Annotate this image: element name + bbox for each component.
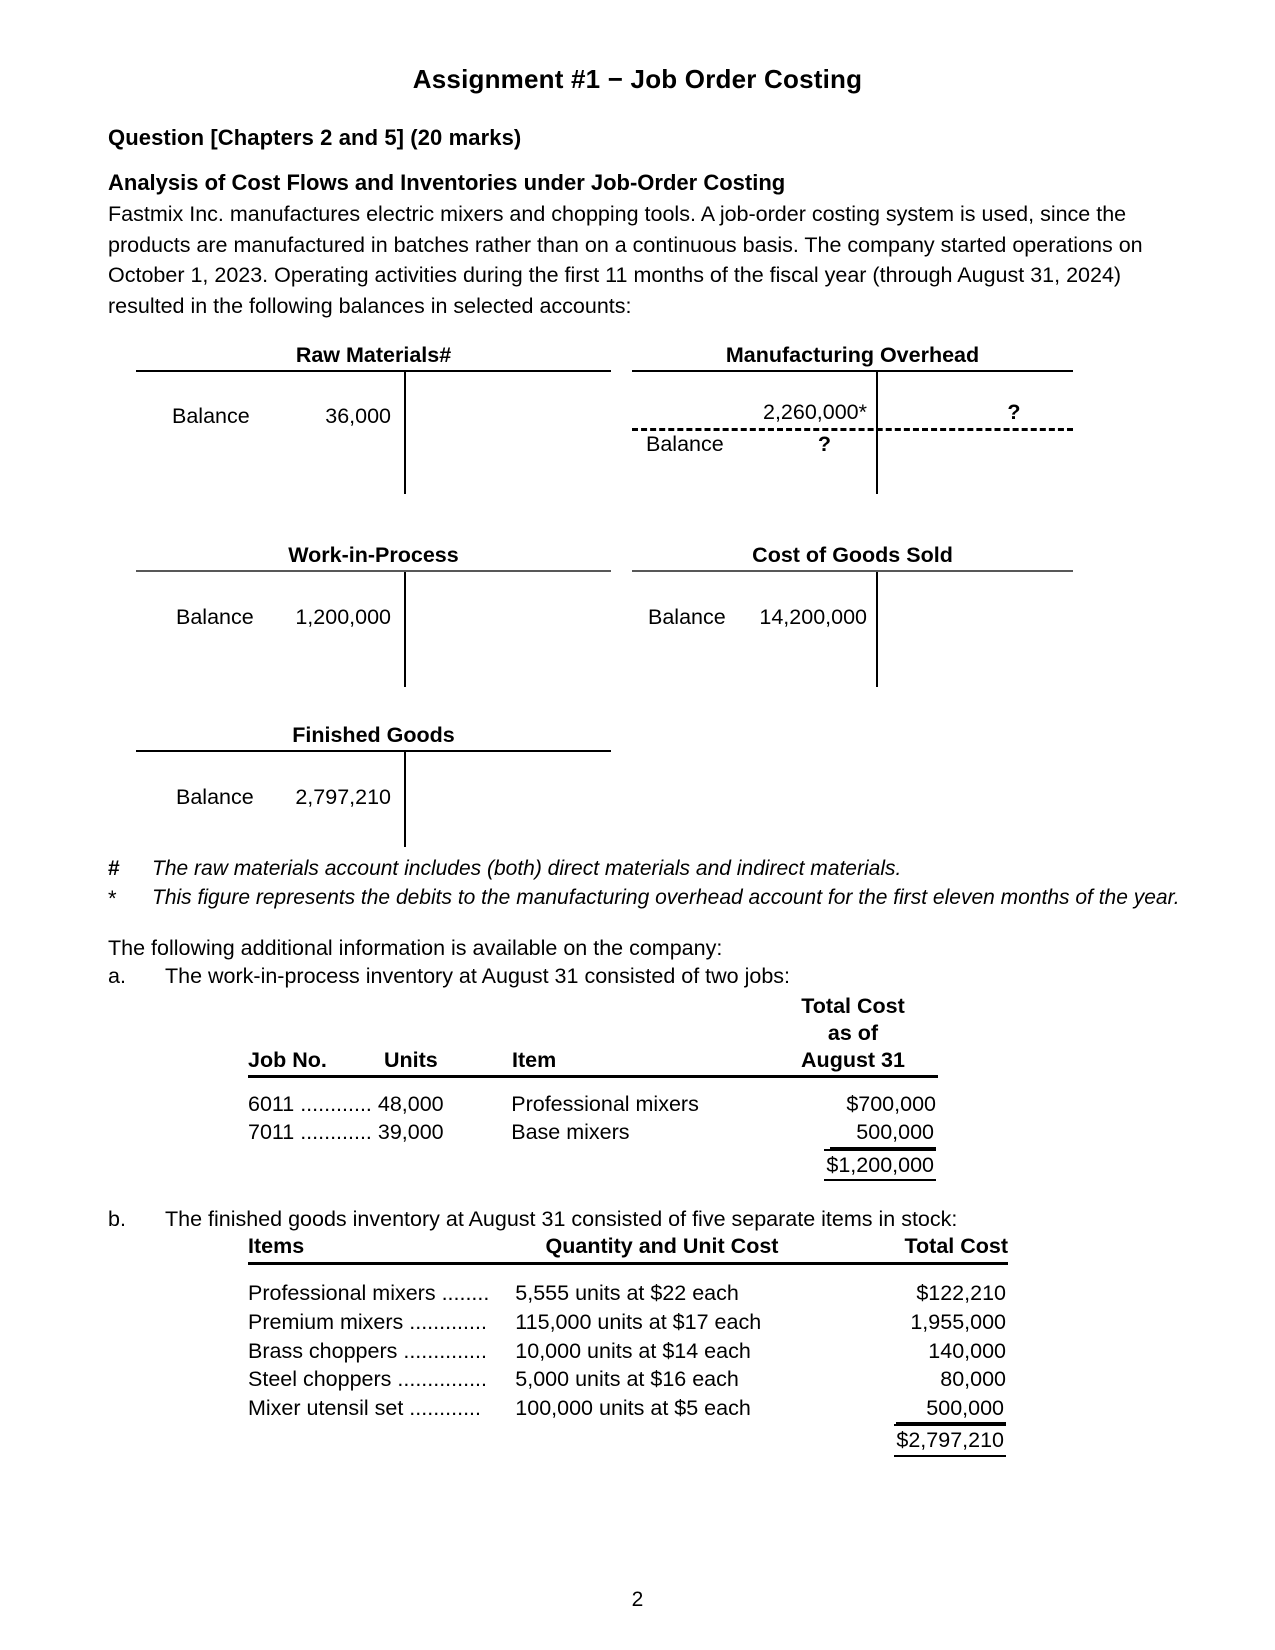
t-account-divider xyxy=(876,572,878,687)
wip-cell-total xyxy=(767,1118,939,1149)
wip-table-stacked-header xyxy=(248,993,938,1048)
fg-cell-total: $122,210 xyxy=(916,1281,1006,1306)
t-account-title: Finished Goods xyxy=(292,723,455,748)
list-item-b xyxy=(108,1207,1180,1232)
document-body xyxy=(108,125,1180,1457)
t-account-debit-amount: 36,000 xyxy=(325,404,391,429)
wip-header-august-31: August 31 xyxy=(801,1047,905,1072)
spacer xyxy=(511,1149,766,1182)
intro-paragraph: Fastmix Inc. manufactures electric mixers and chopping tools. A job-order costing system is used, since the products are manufactured in batches rather than on a continuous basis. The company started operations on October 1, 2023. Operating activities during the first 11 months of the fiscal year (through August 31, 2024) resulted in the following balances in selected accounts: xyxy=(108,202,1143,318)
t-account-work-in-process xyxy=(136,543,611,687)
fg-cell-qty: 10,000 units at $14 each xyxy=(515,1338,751,1363)
list-item-label: The work-in-process inventory at August 31 consisted of two jobs: xyxy=(165,964,791,989)
fg-header-quantity-unit-cost: Quantity and Unit Cost xyxy=(545,1234,779,1259)
wip-header-total-cost-line1: Total Cost xyxy=(801,994,905,1019)
t-account-debit-label: Balance xyxy=(648,605,726,630)
page-title: Assignment #1 − Job Order Costing xyxy=(412,64,863,94)
t-account-debit-amount: 14,200,000 xyxy=(759,605,867,630)
page-number: 2 xyxy=(631,1588,644,1611)
wip-cell-job-units: 7011 ............ 39,000 xyxy=(248,1120,444,1145)
spacer xyxy=(248,1424,515,1457)
question-heading: Question [Chapters 2 and 5] (20 marks) xyxy=(108,125,522,150)
t-account-raw-materials xyxy=(136,343,611,494)
list-item-a xyxy=(108,964,1180,989)
fg-cell-total: 1,955,000 xyxy=(910,1310,1006,1335)
t-account-credit-amount: ? xyxy=(1007,400,1021,425)
fg-cell-total: 140,000 xyxy=(928,1338,1006,1363)
additional-info-intro: The following additional information is available on the company: xyxy=(108,936,723,961)
t-account-title: Work-in-Process xyxy=(288,543,459,568)
fg-cell-item: Brass choppers .............. xyxy=(248,1338,487,1363)
t-account-divider xyxy=(876,372,878,494)
footnote-marker: * xyxy=(108,886,117,912)
table-row xyxy=(248,1090,938,1119)
t-accounts-section xyxy=(108,343,1180,843)
table-row xyxy=(248,1118,938,1149)
wip-jobs-table xyxy=(248,993,938,1181)
t-account-divider xyxy=(404,752,406,847)
t-account-dashed-rule xyxy=(632,428,1073,431)
fg-cell-total: 80,000 xyxy=(940,1367,1006,1392)
t-account-divider xyxy=(404,372,406,494)
spacer xyxy=(248,1149,511,1182)
t-account-debit-label: Balance xyxy=(176,605,254,630)
t-account-balance-label: Balance xyxy=(646,432,724,457)
table-row xyxy=(248,1394,1008,1425)
t-account-title: Cost of Goods Sold xyxy=(752,543,953,568)
t-account-title: Raw Materials# xyxy=(295,343,452,368)
footnotes-section xyxy=(108,855,1180,914)
spacer xyxy=(515,1424,806,1457)
list-item-marker: b. xyxy=(108,1207,126,1232)
wip-header-total-cost-line2: as of xyxy=(827,1021,879,1046)
wip-cell-total: $700,000 xyxy=(846,1091,936,1116)
t-account-title: Manufacturing Overhead xyxy=(725,343,980,368)
fg-cell-qty: 5,000 units at $16 each xyxy=(515,1367,739,1392)
fg-total-cell xyxy=(807,1424,1008,1457)
fg-table-total-row xyxy=(248,1424,1008,1457)
fg-cell-item: Professional mixers ........ xyxy=(248,1281,490,1306)
wip-cell-item: Professional mixers xyxy=(511,1091,699,1116)
fg-cell-item: Steel choppers ............... xyxy=(248,1367,487,1392)
fg-cell-qty: 100,000 units at $5 each xyxy=(515,1395,751,1420)
footnote-row xyxy=(108,884,1180,914)
t-account-debit-label: Balance xyxy=(176,785,254,810)
fg-cell-item: Mixer utensil set ............ xyxy=(248,1395,481,1420)
fg-total-value: $2,797,210 xyxy=(894,1424,1006,1457)
table-row xyxy=(248,1279,1008,1308)
wip-table-total-row xyxy=(248,1149,938,1182)
list-item-label: The finished goods inventory at August 31 consisted of five separate items in stock: xyxy=(165,1207,958,1232)
t-account-finished-goods xyxy=(136,723,611,847)
fg-header-items: Items xyxy=(248,1234,305,1259)
wip-table-header-row xyxy=(248,1048,938,1078)
t-account-cost-of-goods-sold xyxy=(632,543,1073,687)
wip-table-body xyxy=(248,1078,938,1182)
fg-header-total-cost: Total Cost xyxy=(904,1234,1008,1259)
wip-cell-item: Base mixers xyxy=(511,1120,630,1145)
t-account-balance-amount: ? xyxy=(817,432,832,457)
wip-header-job-no: Job No. xyxy=(248,1047,327,1072)
fg-cell-total-value: 500,000 xyxy=(896,1394,1006,1425)
list-item-marker: a. xyxy=(108,964,126,989)
wip-cell-total-value: 500,000 xyxy=(830,1118,936,1149)
fg-cell-total xyxy=(807,1394,1008,1425)
wip-header-item: Item xyxy=(512,1047,557,1072)
t-account-debit-amount: 2,260,000* xyxy=(762,400,867,425)
wip-total-value: $1,200,000 xyxy=(824,1149,936,1182)
wip-cell-job-units: 6011 ............ 48,000 xyxy=(248,1091,444,1116)
finished-goods-table xyxy=(248,1234,1008,1457)
fg-cell-qty: 115,000 units at $17 each xyxy=(515,1310,762,1335)
wip-total-cell xyxy=(767,1149,939,1182)
fg-table-header-row xyxy=(248,1234,1008,1265)
t-account-divider xyxy=(404,572,406,687)
footnote-marker: # xyxy=(108,857,120,881)
fg-table-body xyxy=(248,1265,1008,1457)
t-account-debit-amount: 1,200,000 xyxy=(295,605,391,630)
footnote-row xyxy=(108,855,1180,883)
t-account-debit-label: Balance xyxy=(172,404,250,429)
table-row xyxy=(248,1365,1008,1394)
fg-cell-qty: 5,555 units at $22 each xyxy=(515,1281,739,1306)
t-account-debit-amount: 2,797,210 xyxy=(295,785,391,810)
t-account-manufacturing-overhead xyxy=(632,343,1073,494)
fg-cell-item: Premium mixers ............. xyxy=(248,1310,487,1335)
wip-header-units: Units xyxy=(384,1047,438,1072)
footnote-text: This figure represents the debits to the manufacturing overhead account for the first eleven months of the year. xyxy=(152,886,1180,910)
table-row xyxy=(248,1308,1008,1337)
table-row xyxy=(248,1337,1008,1366)
section-subheading: Analysis of Cost Flows and Inventories under Job-Order Costing xyxy=(108,170,786,195)
footnote-text: The raw materials account includes (both) direct materials and indirect materials. xyxy=(152,857,902,881)
